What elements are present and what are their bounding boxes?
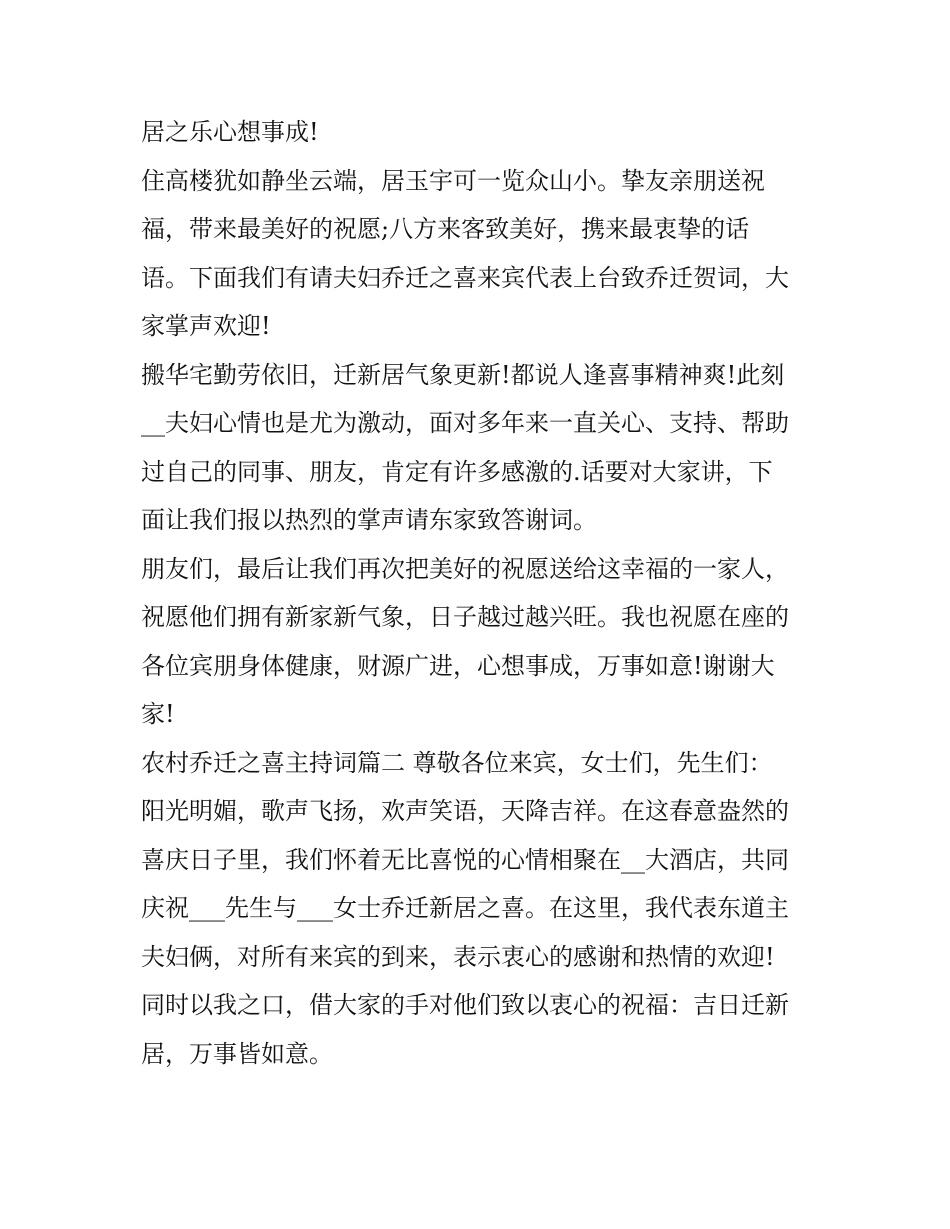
- text-line: 夫妇俩，对所有来宾的到来，表示衷心的感谢和热情的欢迎!: [141, 942, 775, 971]
- text-line: 居，万事皆如意。: [141, 1039, 333, 1068]
- text-line: 庆祝___先生与___女士乔迁新居之喜。在这里，我代表东道主: [141, 894, 789, 922]
- text-line: 福，带来最美好的祝愿;八方来客致美好，携来最衷挚的话: [141, 215, 750, 243]
- text-line: 住高楼犹如静坐云端，居玉宇可一览众山小。挚友亲朋送祝: [141, 166, 765, 195]
- text-line: 居之乐心想事成!: [141, 118, 319, 146]
- text-line: 家!: [141, 700, 175, 728]
- text-line: 家掌声欢迎!: [141, 312, 271, 340]
- text-line: __夫妇心情也是尤为激动，面对多年来一直关心、支持、帮助: [141, 409, 789, 437]
- text-line: 面让我们报以热烈的掌声请东家致答谢词。: [141, 506, 597, 534]
- text-line: 过自己的同事、朋友，肯定有许多感激的.话要对大家讲，下: [141, 457, 773, 486]
- text-line: 阳光明媚，歌声飞扬，欢声笑语，天降吉祥。在这春意盎然的: [141, 797, 789, 825]
- text-line: 语。下面我们有请夫妇乔迁之喜来宾代表上台致乔迁贺词，大: [141, 263, 789, 292]
- text-line: 喜庆日子里，我们怀着无比喜悦的心情相聚在__大酒店，共同: [141, 845, 789, 874]
- document-body: [141, 108, 821, 1078]
- text-line: 朋友们，最后让我们再次把美好的祝愿送给这幸福的一家人，: [141, 554, 789, 583]
- text-line: 各位宾朋身体健康，财源广进，心想事成，万事如意!谢谢大: [141, 651, 775, 680]
- text-line: 祝愿他们拥有新家新气象，日子越过越兴旺。我也祝愿在座的: [141, 603, 789, 631]
- section-heading-line: 农村乔迁之喜主持词篇二 尊敬各位来宾，女士们，先生们：: [141, 748, 773, 777]
- text-line: 同时以我之口，借大家的手对他们致以衷心的祝福：吉日迁新: [141, 991, 789, 1019]
- text-line: 搬华宅勤劳依旧，迁新居气象更新!都说人逢喜事精神爽!此刻: [141, 360, 785, 389]
